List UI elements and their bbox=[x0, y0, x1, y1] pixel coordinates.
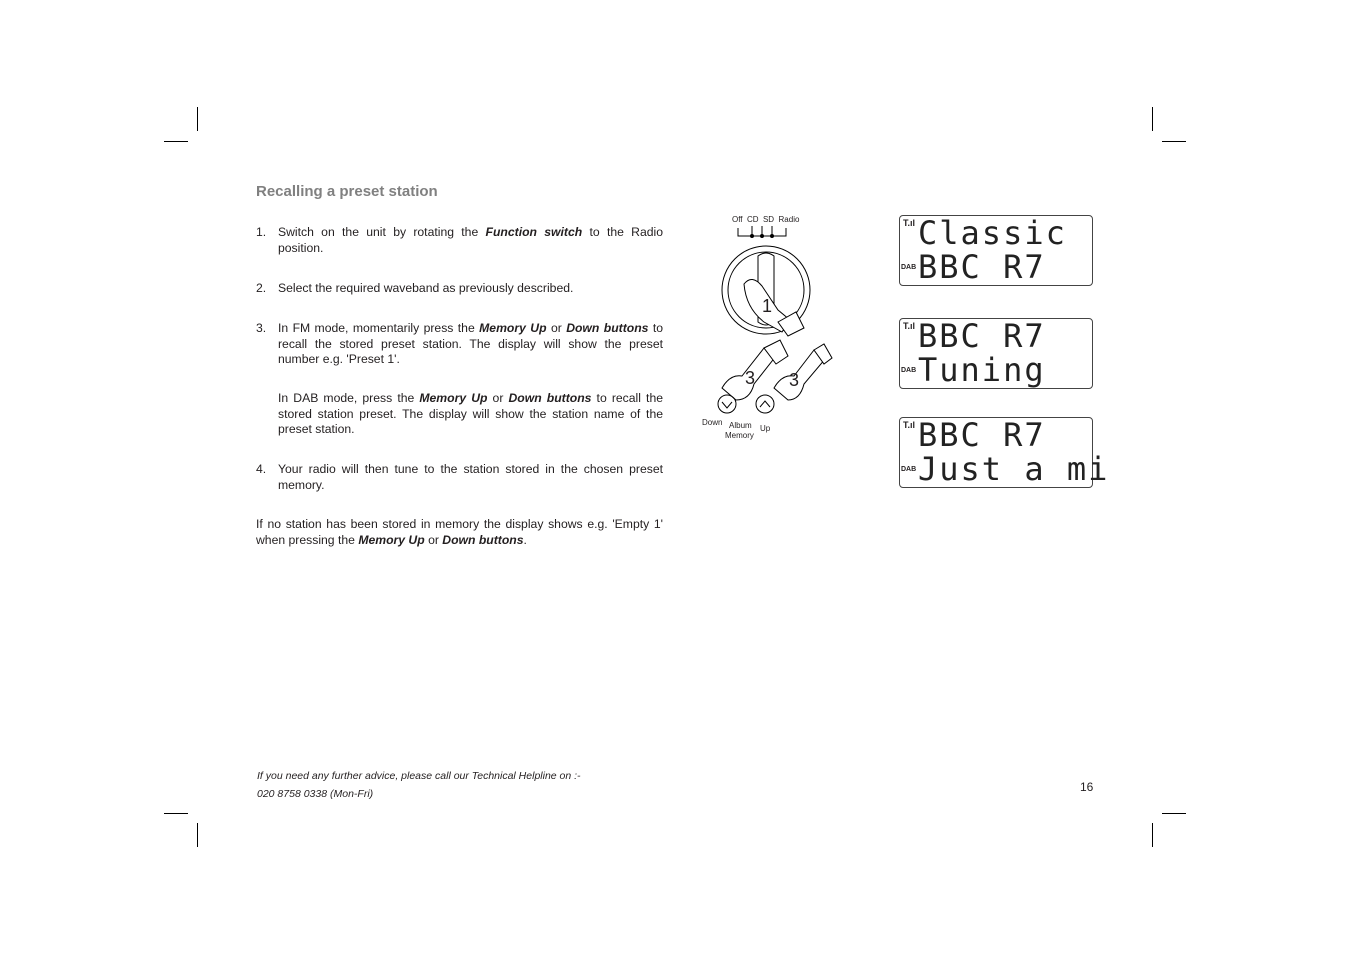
note-text: . bbox=[523, 532, 527, 547]
step-text: or bbox=[487, 391, 509, 405]
signal-icon: T.ıl bbox=[903, 321, 916, 331]
step-text: In DAB mode, press the bbox=[278, 391, 420, 405]
lcd-line-2: Just a mi bbox=[918, 450, 1110, 488]
step-text: Select the required waveband as previously described. bbox=[278, 281, 574, 295]
dab-indicator: DAB bbox=[901, 367, 917, 374]
lcd-display bbox=[899, 215, 1093, 286]
step-emphasis: Memory Up bbox=[479, 321, 547, 335]
step-emphasis: Memory Up bbox=[419, 391, 488, 405]
up-label: Up bbox=[760, 424, 771, 433]
crop-mark bbox=[1152, 107, 1153, 131]
dab-indicator: DAB bbox=[901, 264, 917, 271]
step-text: to the Radio position. bbox=[278, 225, 664, 255]
note-emphasis: Down buttons bbox=[442, 532, 524, 547]
crop-mark bbox=[1162, 141, 1186, 142]
step-emphasis: Down buttons bbox=[508, 391, 592, 405]
step-1 bbox=[256, 225, 663, 256]
lcd-line-1: BBC R7 bbox=[918, 317, 1046, 355]
note-text: If no station has been stored in memory the display shows e.g. 'Empty 1' when pressing the bbox=[256, 517, 663, 547]
crop-mark bbox=[197, 823, 198, 847]
step-number: 4. bbox=[256, 462, 267, 476]
note-emphasis: Memory Up bbox=[358, 532, 425, 547]
signal-icon: T.ıl bbox=[903, 420, 916, 430]
step-3-dab bbox=[256, 391, 663, 438]
crop-mark bbox=[1162, 813, 1186, 814]
step-number: 1. bbox=[256, 225, 267, 239]
step-text: to recall the stored preset station. The display will show the preset number e.g. 'Preset 1'. bbox=[278, 321, 664, 367]
step-text: In FM mode, momentarily press the bbox=[278, 321, 480, 335]
step-emphasis: Function switch bbox=[485, 225, 583, 239]
step-emphasis: Down buttons bbox=[566, 321, 649, 335]
step-text: or bbox=[546, 321, 567, 335]
lcd-line-2: BBC R7 bbox=[918, 248, 1046, 286]
lcd-line-1: Classic bbox=[918, 214, 1067, 252]
note-text: or bbox=[424, 532, 443, 547]
crop-mark bbox=[197, 107, 198, 131]
switch-labels: Off CD SD Radio bbox=[732, 215, 800, 224]
empty-note bbox=[256, 517, 663, 548]
step-text: Your radio will then tune to the station stored in the chosen preset memory. bbox=[278, 462, 663, 492]
dab-indicator: DAB bbox=[901, 466, 917, 473]
crop-mark bbox=[164, 813, 188, 814]
step-number: 3. bbox=[256, 321, 267, 335]
page-number: 16 bbox=[1080, 780, 1094, 794]
step-4 bbox=[256, 462, 663, 493]
helpline-text: If you need any further advice, please call our Technical Helpline on :- bbox=[257, 770, 581, 782]
step-text: to recall the stored station preset. The display will show the station name of the preset station. bbox=[278, 391, 663, 437]
step-3 bbox=[256, 321, 663, 368]
button-callout-up: 3 bbox=[789, 370, 800, 390]
lcd-line-1: BBC R7 bbox=[918, 416, 1046, 454]
lcd-display bbox=[899, 318, 1093, 389]
step-text: Switch on the unit by rotating the bbox=[278, 225, 486, 239]
down-label: Down bbox=[702, 418, 723, 427]
section-heading: Recalling a preset station bbox=[256, 183, 438, 200]
album-label: Album bbox=[729, 421, 752, 430]
memory-label: Memory bbox=[725, 431, 754, 440]
signal-icon: T.ıl bbox=[903, 218, 916, 228]
helpline-number: 020 8758 0338 (Mon-Fri) bbox=[257, 788, 374, 800]
crop-mark bbox=[1152, 823, 1153, 847]
step-2 bbox=[256, 281, 663, 297]
knob-callout: 1 bbox=[762, 296, 773, 316]
step-number: 2. bbox=[256, 281, 267, 295]
lcd-line-2: Tuning bbox=[918, 351, 1046, 389]
crop-mark bbox=[164, 141, 188, 142]
button-callout-down: 3 bbox=[745, 368, 756, 388]
radio-controls-illustration bbox=[700, 224, 835, 424]
lcd-display bbox=[899, 416, 1110, 488]
